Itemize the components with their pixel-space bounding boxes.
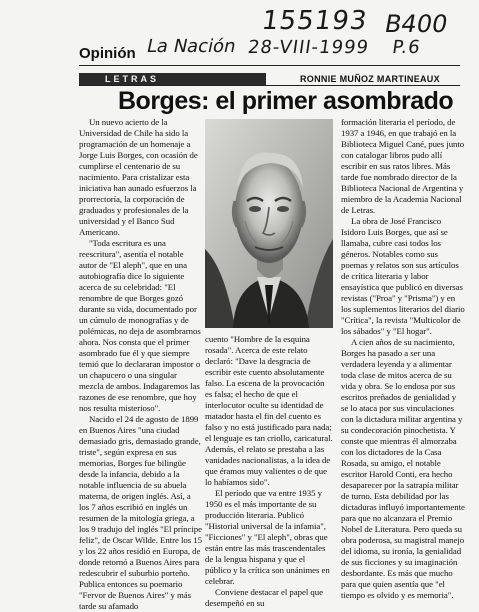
article-column-1 xyxy=(79,117,202,611)
paragraph: El período que va entre 1935 y 1950 es el más importante de su producción literaria. Publicó "Historial universal de la infamia", "Ficciones" y "El aleph", obras que están entre las más trascendentales de la lengua hispana y que el público y la crítica son unánimes en celebrar. xyxy=(205,488,330,586)
handwritten-code: B400 xyxy=(382,10,450,38)
handwritten-page: P.6 xyxy=(390,37,423,58)
portrait-illustration xyxy=(205,119,333,328)
paragraph: cuento "Hombre de la esquina rosada". Acerca de este relato declaró: "Dave la desgracia de escribir este cuento absolutamente falso. La escena de la provocación es falsa; el hecho de que el interlocutor oculte su identidad de matador hasta el fin del cuento es falso y no está justificado para nada; el lenguaje es tan criollo, caricatural. Además, el relato se prestaba a las vanidades nacionalistas, a la idea de que éramos muy valientes o de que lo habíamos sido". xyxy=(205,334,333,487)
handwritten-date xyxy=(247,37,423,58)
borges-portrait-photo xyxy=(205,119,333,328)
paragraph: formación literaria el período, de 1937 a 1946, en que trabajó en la Biblioteca Miguel Cané, pues junto con catalogar libros pudo allí escribir en sus ratos libres. Más tarde fue nombrado director de la Biblioteca Nacional de Argentina y miembro de la Academia Nacional de Letras. xyxy=(341,117,465,215)
headline: Borges: el primer asombrado xyxy=(118,87,454,115)
handwritten-newspaper: La Nación xyxy=(144,36,238,57)
paragraph: Un nuevo acierto de la Universidad de Chile ha sido la programación de un homenaje a Jorge Luis Borges, con ocasión de cumplirse el centenario de su nacimiento. Para cristalizar esta iniciativa han aunado esfuerzos la prorrectoría, la corporación de graduados y profesionales de la universidad y el Banco Sud Americano. xyxy=(79,117,198,237)
paragraph: Conviene destacar el papel que desempeñó en su xyxy=(205,587,323,608)
category-tag: LETRAS xyxy=(79,73,266,85)
byline-rule xyxy=(79,85,460,86)
article-column-3 xyxy=(341,117,465,600)
article-column-2 xyxy=(205,334,333,608)
handwritten-date-value: 28-VIII-1999 xyxy=(246,37,371,58)
handwritten-record-number: 155193 xyxy=(259,6,370,36)
section-rule xyxy=(79,65,460,66)
section-title: Opinión xyxy=(79,45,136,62)
paragraph: A cien años de su nacimiento, Borges ha pasado a ser una verdadera leyenda y a alimentar toda clase de mitos acerca de su vida y obra. Se lo endosa por sus escritos preñados de genialidad y se lo ataca por sus vinculaciones con la dictadura militar argentina y su condecoración pinochetista. Y conste que mientras él almorzaba con los dictadores de la Casa Rosada, su amigo, el notable escritor Harold Conti, era hecho desaparecer por la satrapía militar de turno. Esta debilidad por las dictaduras influyó importantemente para que no alcanzara el Premio Nobel de Literatura. Pero queda su obra poderosa, su magistral manejo del idioma, su ironía, la genialidad de sus ficciones y su imaginación desbordante. Es más que mucho para que quien asentía que "el tiempo es olvido y es memoria". xyxy=(341,337,465,600)
paragraph: La obra de José Francisco Isidoro Luis Borges, que así se llamaba, cubre casi todos los géneros. Notables como sus poemas y relatos son sus artículos de crítica literaria y labor ensayística que publicó en diversas revistas ("Proa" y "Prisma") y en los suplementos literarios del diario "Crítica", la revista "Multicolor de los sábados" y "El hogar". xyxy=(341,216,465,336)
author-byline: RONNIE MUÑOZ MARTINEAUX xyxy=(300,74,440,84)
paragraph: Nacido el 24 de agosto de 1899 en Buenos Aires "una ciudad demasiado gris, demasiado grande, triste", según expresa en sus memorias, Borges fue bilingüe desde la infancia, debido a la notable influencia de su abuela materna, de origen inglés. Así, a los 7 años escribió en inglés un resumen de la mitología griega, a los 9 tradujo del inglés "El príncipe feliz", de Oscar Wilde. Entre los 15 y los 22 años residió en Europa, de donde retornó a Buenos Aires para redescubrir el suburbio porteño. Publica entonces su poemario "Fervor de Buenos Aires" y más tarde su afamado xyxy=(79,414,202,611)
paragraph: "Toda escritura es una reescritura", asentía el notable autor de "El aleph", que en una autobiografía dice lo siguiente acerca de su celebridad: "El renombre de que Borges gozó durante su vida, documentado por un cúmulo de monografías y de polémicas, no deja de asombrarnos ahora. Nos consta que el primer asombrado fue él y que siempre temió que lo declararan impostor o un chapucero o una singular mezcla de ambos. Indagaremos las razones de ese renombre, que hoy nos resulta misterioso". xyxy=(79,238,201,413)
